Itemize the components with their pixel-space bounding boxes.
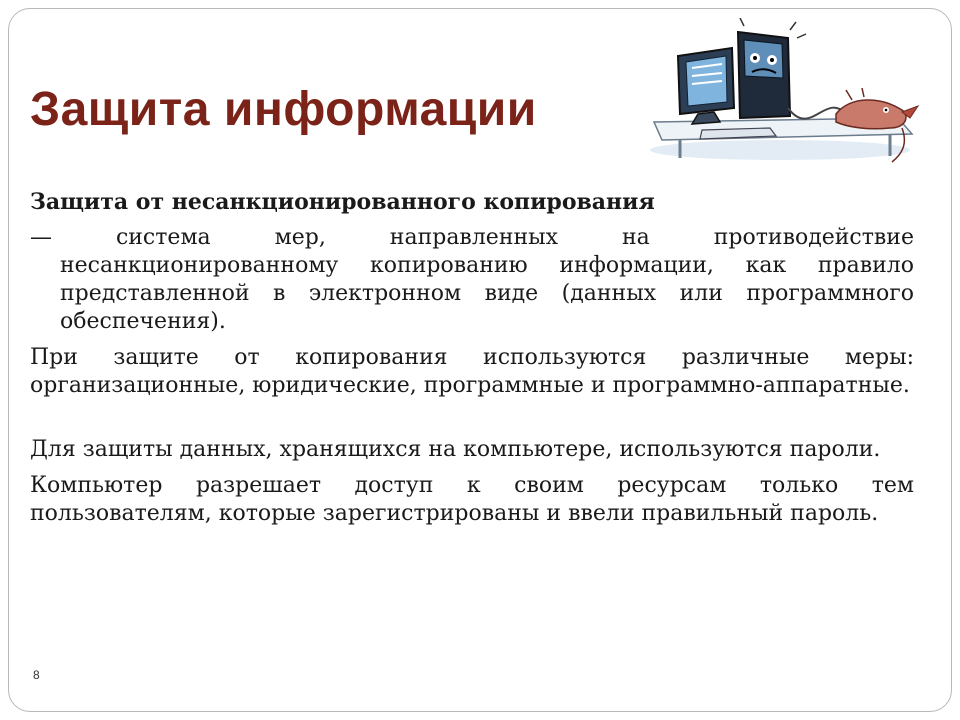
slide-title: Защита информации — [30, 83, 537, 136]
section-heading: Защита от несанкционированного копирования — [30, 189, 655, 215]
computer-illustration — [640, 18, 930, 168]
page-number: 8 — [33, 668, 40, 682]
left-monitor — [678, 48, 734, 124]
definition-paragraph: — система мер, направленных на противодействие несанкционированному копированию информации, как правило представленной в электронном виде (данных или программного обеспечения). — [30, 225, 914, 334]
desk-shadow — [650, 140, 910, 160]
measures-paragraph: При защите от копирования используются различные меры: организационные, юридические, программные и программно-аппаратные. — [30, 345, 914, 398]
right-monitor — [738, 18, 806, 118]
slide-body — [30, 188, 914, 536]
passwords-paragraph: Для защиты данных, хранящихся на компьютере, используются пароли. — [30, 437, 881, 462]
access-paragraph: Компьютер разрешает доступ к своим ресурсам только тем пользователям, которые зарегистрированы и ввели правильный пароль. — [30, 473, 914, 526]
